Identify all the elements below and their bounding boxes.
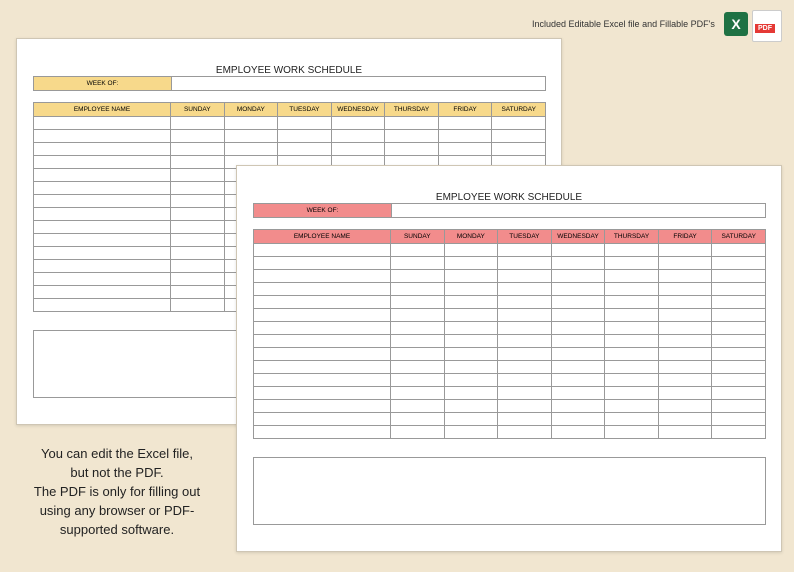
column-header: SUNDAY [171, 103, 225, 117]
schedule-cell[interactable] [34, 234, 171, 247]
schedule-cell[interactable] [444, 322, 498, 335]
schedule-cell[interactable] [224, 130, 278, 143]
schedule-cell[interactable] [712, 400, 766, 413]
schedule-cell[interactable] [34, 221, 171, 234]
schedule-cell[interactable] [492, 143, 546, 156]
schedule-cell[interactable] [551, 244, 605, 257]
schedule-cell[interactable] [254, 348, 391, 361]
schedule-cell[interactable] [498, 387, 552, 400]
week-of-label: WEEK OF: [34, 77, 172, 90]
schedule-cell[interactable] [34, 260, 171, 273]
schedule-cell[interactable] [391, 387, 445, 400]
schedule-cell[interactable] [498, 374, 552, 387]
schedule-cell[interactable] [438, 130, 492, 143]
schedule-cell[interactable] [551, 309, 605, 322]
schedule-cell[interactable] [605, 322, 659, 335]
schedule-cell[interactable] [171, 143, 225, 156]
schedule-cell[interactable] [171, 260, 225, 273]
schedule-cell[interactable] [331, 117, 385, 130]
schedule-cell[interactable] [34, 182, 171, 195]
schedule-cell[interactable] [551, 387, 605, 400]
schedule-cell[interactable] [171, 130, 225, 143]
schedule-cell[interactable] [171, 156, 225, 169]
schedule-cell[interactable] [605, 257, 659, 270]
schedule-cell[interactable] [254, 322, 391, 335]
schedule-cell[interactable] [712, 335, 766, 348]
schedule-cell[interactable] [171, 234, 225, 247]
schedule-cell[interactable] [34, 169, 171, 182]
schedule-cell[interactable] [658, 283, 712, 296]
schedule-cell[interactable] [658, 387, 712, 400]
schedule-cell[interactable] [551, 374, 605, 387]
schedule-cell[interactable] [551, 270, 605, 283]
schedule-cell[interactable] [712, 426, 766, 439]
schedule-table [253, 229, 766, 439]
schedule-cell[interactable] [658, 322, 712, 335]
caption-line: The PDF is only for filling out [33, 484, 201, 499]
caption-line: but not the PDF. [70, 465, 164, 480]
schedule-title: EMPLOYEE WORK SCHEDULE [215, 65, 363, 76]
week-of-row [33, 76, 546, 91]
schedule-cell[interactable] [444, 374, 498, 387]
schedule-cell[interactable] [34, 247, 171, 260]
schedule-cell[interactable] [254, 270, 391, 283]
week-of-field[interactable] [172, 77, 545, 90]
notes-box[interactable] [253, 457, 766, 525]
schedule-cell[interactable] [254, 335, 391, 348]
schedule-cell[interactable] [712, 257, 766, 270]
schedule-cell[interactable] [385, 130, 439, 143]
schedule-cell[interactable] [391, 361, 445, 374]
column-header: EMPLOYEE NAME [254, 230, 391, 244]
table-row [254, 348, 766, 361]
table-row [254, 361, 766, 374]
schedule-cell[interactable] [171, 299, 225, 312]
schedule-cell[interactable] [171, 195, 225, 208]
schedule-cell[interactable] [438, 117, 492, 130]
schedule-cell[interactable] [551, 348, 605, 361]
schedule-cell[interactable] [224, 117, 278, 130]
column-header: SATURDAY [712, 230, 766, 244]
week-of-row [253, 203, 766, 218]
schedule-cell[interactable] [391, 244, 445, 257]
schedule-cell[interactable] [551, 335, 605, 348]
schedule-cell[interactable] [605, 400, 659, 413]
schedule-cell[interactable] [34, 195, 171, 208]
schedule-cell[interactable] [551, 413, 605, 426]
schedule-cell[interactable] [658, 335, 712, 348]
schedule-cell[interactable] [444, 244, 498, 257]
column-header: SUNDAY [391, 230, 445, 244]
excel-icon: X [724, 12, 748, 36]
schedule-cell[interactable] [34, 299, 171, 312]
schedule-cell[interactable] [605, 426, 659, 439]
schedule-cell[interactable] [254, 309, 391, 322]
schedule-cell[interactable] [605, 244, 659, 257]
column-header: TUESDAY [278, 103, 332, 117]
schedule-cell[interactable] [551, 322, 605, 335]
column-header: FRIDAY [658, 230, 712, 244]
column-header: FRIDAY [438, 103, 492, 117]
schedule-cell[interactable] [658, 270, 712, 283]
schedule-cell[interactable] [385, 143, 439, 156]
schedule-cell[interactable] [658, 374, 712, 387]
week-of-label: WEEK OF: [254, 204, 392, 217]
schedule-cell[interactable] [492, 130, 546, 143]
schedule-cell[interactable] [444, 309, 498, 322]
schedule-cell[interactable] [254, 296, 391, 309]
column-header: SATURDAY [492, 103, 546, 117]
header-row [34, 103, 546, 117]
table-row [34, 130, 546, 143]
schedule-cell[interactable] [391, 309, 445, 322]
schedule-cell[interactable] [171, 169, 225, 182]
schedule-cell[interactable] [605, 335, 659, 348]
schedule-cell[interactable] [498, 283, 552, 296]
schedule-title: EMPLOYEE WORK SCHEDULE [435, 192, 583, 203]
schedule-cell[interactable] [498, 322, 552, 335]
schedule-cell[interactable] [254, 374, 391, 387]
schedule-cell[interactable] [712, 361, 766, 374]
schedule-cell[interactable] [712, 309, 766, 322]
column-header: EMPLOYEE NAME [34, 103, 171, 117]
schedule-cell[interactable] [492, 117, 546, 130]
schedule-cell[interactable] [551, 426, 605, 439]
table-row [254, 374, 766, 387]
column-header: MONDAY [224, 103, 278, 117]
schedule-cell[interactable] [391, 413, 445, 426]
column-header: THURSDAY [605, 230, 659, 244]
schedule-cell[interactable] [658, 361, 712, 374]
schedule-cell[interactable] [254, 361, 391, 374]
caption [28, 444, 206, 539]
schedule-cell[interactable] [331, 130, 385, 143]
schedule-cell[interactable] [254, 244, 391, 257]
schedule-cell[interactable] [498, 413, 552, 426]
schedule-cell[interactable] [391, 257, 445, 270]
schedule-cell[interactable] [34, 273, 171, 286]
schedule-cell[interactable] [254, 426, 391, 439]
schedule-cell[interactable] [498, 257, 552, 270]
schedule-cell[interactable] [712, 270, 766, 283]
column-header: THURSDAY [385, 103, 439, 117]
schedule-cell[interactable] [712, 283, 766, 296]
caption-line: using any browser or PDF- [39, 503, 195, 518]
schedule-cell[interactable] [498, 426, 552, 439]
schedule-cell[interactable] [171, 273, 225, 286]
pdf-icon [752, 10, 782, 42]
schedule-cell[interactable] [391, 296, 445, 309]
schedule-cell[interactable] [498, 309, 552, 322]
schedule-cell[interactable] [444, 426, 498, 439]
schedule-cell[interactable] [171, 221, 225, 234]
schedule-cell[interactable] [605, 348, 659, 361]
schedule-cell[interactable] [712, 244, 766, 257]
schedule-cell[interactable] [171, 208, 225, 221]
schedule-cell[interactable] [444, 270, 498, 283]
schedule-cell[interactable] [34, 156, 171, 169]
schedule-cell[interactable] [34, 130, 171, 143]
column-header: WEDNESDAY [551, 230, 605, 244]
schedule-cell[interactable] [658, 257, 712, 270]
table-row [254, 387, 766, 400]
schedule-cell[interactable] [391, 335, 445, 348]
schedule-cell[interactable] [498, 270, 552, 283]
schedule-cell[interactable] [658, 400, 712, 413]
schedule-cell[interactable] [278, 143, 332, 156]
schedule-cell[interactable] [498, 348, 552, 361]
schedule-cell[interactable] [254, 257, 391, 270]
schedule-cell[interactable] [444, 387, 498, 400]
column-header: WEDNESDAY [331, 103, 385, 117]
schedule-cell[interactable] [444, 348, 498, 361]
schedule-cell[interactable] [605, 361, 659, 374]
schedule-cell[interactable] [34, 117, 171, 130]
table-row [34, 117, 546, 130]
schedule-cell[interactable] [712, 413, 766, 426]
schedule-sheet-pdf [236, 165, 782, 552]
table-row [254, 296, 766, 309]
schedule-cell[interactable] [551, 283, 605, 296]
schedule-cell[interactable] [498, 244, 552, 257]
schedule-cell[interactable] [444, 257, 498, 270]
column-header: MONDAY [444, 230, 498, 244]
schedule-cell[interactable] [498, 400, 552, 413]
schedule-cell[interactable] [34, 286, 171, 299]
schedule-cell[interactable] [658, 413, 712, 426]
schedule-cell[interactable] [658, 309, 712, 322]
table-row [254, 309, 766, 322]
table-row [254, 322, 766, 335]
schedule-cell[interactable] [171, 286, 225, 299]
schedule-cell[interactable] [391, 283, 445, 296]
schedule-cell[interactable] [444, 361, 498, 374]
week-of-field[interactable] [392, 204, 765, 217]
table-row [254, 283, 766, 296]
schedule-cell[interactable] [385, 117, 439, 130]
schedule-cell[interactable] [224, 143, 278, 156]
schedule-cell[interactable] [391, 374, 445, 387]
schedule-cell[interactable] [712, 387, 766, 400]
schedule-cell[interactable] [171, 182, 225, 195]
schedule-cell[interactable] [34, 208, 171, 221]
schedule-cell[interactable] [278, 130, 332, 143]
schedule-cell[interactable] [254, 413, 391, 426]
schedule-cell[interactable] [391, 348, 445, 361]
schedule-cell[interactable] [551, 257, 605, 270]
schedule-cell[interactable] [605, 296, 659, 309]
table-row [254, 400, 766, 413]
table-row [254, 257, 766, 270]
schedule-cell[interactable] [444, 400, 498, 413]
schedule-cell[interactable] [551, 361, 605, 374]
column-header: TUESDAY [498, 230, 552, 244]
schedule-cell[interactable] [658, 426, 712, 439]
schedule-cell[interactable] [712, 374, 766, 387]
pdf-icon-label: PDF [755, 24, 775, 33]
schedule-cell[interactable] [34, 143, 171, 156]
schedule-cell[interactable] [444, 296, 498, 309]
schedule-cell[interactable] [498, 335, 552, 348]
schedule-cell[interactable] [444, 413, 498, 426]
schedule-cell[interactable] [605, 283, 659, 296]
schedule-cell[interactable] [331, 143, 385, 156]
table-row [254, 270, 766, 283]
top-note: Included Editable Excel file and Fillable PDF's [532, 19, 715, 29]
table-row [34, 143, 546, 156]
schedule-cell[interactable] [498, 361, 552, 374]
header-row [254, 230, 766, 244]
schedule-cell[interactable] [498, 296, 552, 309]
schedule-cell[interactable] [254, 283, 391, 296]
schedule-cell[interactable] [171, 117, 225, 130]
table-row [254, 426, 766, 439]
schedule-cell[interactable] [605, 387, 659, 400]
schedule-cell[interactable] [391, 322, 445, 335]
schedule-cell[interactable] [658, 348, 712, 361]
schedule-cell[interactable] [605, 374, 659, 387]
schedule-cell[interactable] [551, 296, 605, 309]
schedule-cell[interactable] [712, 348, 766, 361]
schedule-cell[interactable] [605, 413, 659, 426]
schedule-cell[interactable] [444, 283, 498, 296]
schedule-cell[interactable] [712, 322, 766, 335]
schedule-cell[interactable] [391, 426, 445, 439]
schedule-cell[interactable] [658, 296, 712, 309]
table-row [254, 335, 766, 348]
schedule-cell[interactable] [254, 387, 391, 400]
schedule-cell[interactable] [438, 143, 492, 156]
caption-line: You can edit the Excel file, [40, 446, 193, 461]
schedule-cell[interactable] [391, 270, 445, 283]
schedule-cell[interactable] [712, 296, 766, 309]
schedule-cell[interactable] [254, 400, 391, 413]
caption-line: supported software. [59, 522, 175, 537]
schedule-cell[interactable] [391, 400, 445, 413]
schedule-cell[interactable] [658, 244, 712, 257]
schedule-cell[interactable] [605, 309, 659, 322]
schedule-cell[interactable] [171, 247, 225, 260]
table-row [254, 244, 766, 257]
schedule-cell[interactable] [444, 335, 498, 348]
table-row [254, 413, 766, 426]
schedule-cell[interactable] [551, 400, 605, 413]
schedule-cell[interactable] [278, 117, 332, 130]
schedule-cell[interactable] [605, 270, 659, 283]
